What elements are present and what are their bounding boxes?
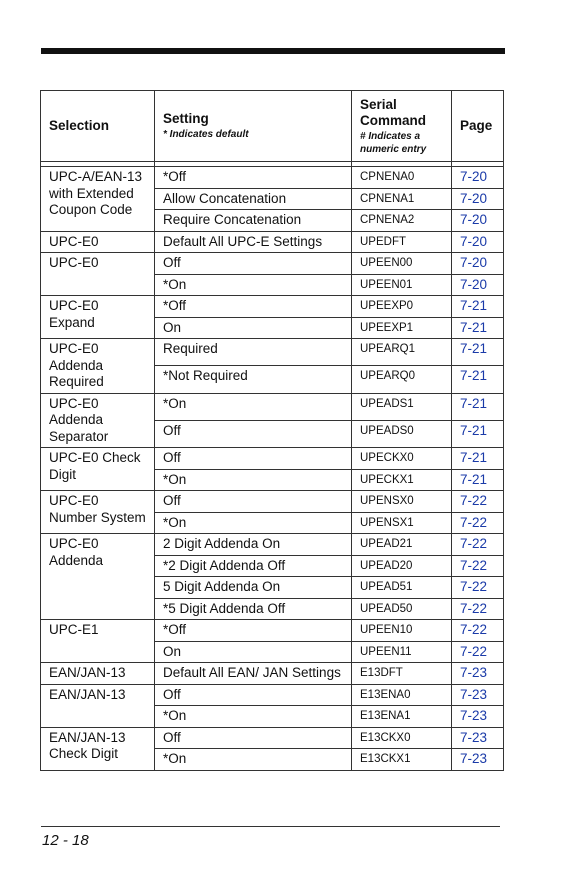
cell-setting: On <box>155 641 352 663</box>
cell-setting: *On <box>155 393 352 420</box>
cell-selection: UPC-E1 <box>41 620 155 663</box>
cell-command: UPECKX0 <box>352 448 452 470</box>
cell-selection: UPC-E0 <box>41 231 155 253</box>
cell-setting: *On <box>155 469 352 491</box>
cell-setting: *Off <box>155 620 352 642</box>
cell-page[interactable]: 7-20 <box>452 188 504 210</box>
cell-page[interactable]: 7-23 <box>452 749 504 771</box>
cell-page[interactable]: 7-22 <box>452 577 504 599</box>
cell-command: UPEARQ1 <box>352 339 452 366</box>
cell-page[interactable]: 7-21 <box>452 420 504 447</box>
cell-setting: *On <box>155 512 352 534</box>
cell-command: UPEEXP0 <box>352 296 452 318</box>
cell-command: CPNENA2 <box>352 210 452 232</box>
cell-page[interactable]: 7-23 <box>452 663 504 685</box>
cell-selection: EAN/JAN-13 Check Digit <box>41 727 155 770</box>
cell-page[interactable]: 7-21 <box>452 393 504 420</box>
cell-command: UPEEN01 <box>352 274 452 296</box>
cell-page[interactable]: 7-22 <box>452 598 504 620</box>
header-selection: Selection <box>41 91 155 162</box>
cell-page[interactable]: 7-20 <box>452 167 504 189</box>
cell-command: UPEAD20 <box>352 555 452 577</box>
header-setting: Setting * Indicates default <box>155 91 352 162</box>
cell-command: UPEADS1 <box>352 393 452 420</box>
cell-page[interactable]: 7-21 <box>452 339 504 366</box>
top-rule <box>41 48 505 54</box>
cell-command: UPEAD50 <box>352 598 452 620</box>
cell-selection: UPC-E0 Addenda Separator <box>41 393 155 448</box>
table-header-row <box>41 91 504 162</box>
cell-setting: *Off <box>155 296 352 318</box>
cell-selection: EAN/JAN-13 <box>41 663 155 685</box>
serial-command-table <box>40 90 504 771</box>
cell-setting: *5 Digit Addenda Off <box>155 598 352 620</box>
cell-page[interactable]: 7-22 <box>452 641 504 663</box>
cell-page[interactable]: 7-23 <box>452 706 504 728</box>
cell-page[interactable]: 7-22 <box>452 491 504 513</box>
header-page: Page <box>452 91 504 162</box>
cell-setting: Required <box>155 339 352 366</box>
cell-selection: UPC-E0 Check Digit <box>41 448 155 491</box>
cell-page[interactable]: 7-20 <box>452 210 504 232</box>
cell-setting: *2 Digit Addenda Off <box>155 555 352 577</box>
cell-setting: Off <box>155 253 352 275</box>
cell-page[interactable]: 7-21 <box>452 317 504 339</box>
header-serial-command: Serial Command # Indicates a numeric entry <box>352 91 452 162</box>
cell-setting: Off <box>155 727 352 749</box>
cell-page[interactable]: 7-21 <box>452 366 504 393</box>
cell-command: CPNENA1 <box>352 188 452 210</box>
cell-command: UPEEN10 <box>352 620 452 642</box>
cell-setting: *On <box>155 274 352 296</box>
cell-setting: Default All EAN/ JAN Settings <box>155 663 352 685</box>
cell-setting: Off <box>155 684 352 706</box>
cell-page[interactable]: 7-23 <box>452 684 504 706</box>
cell-page[interactable]: 7-20 <box>452 253 504 275</box>
cell-command: UPEARQ0 <box>352 366 452 393</box>
cell-selection: UPC-A/EAN-13 with Extended Coupon Code <box>41 167 155 232</box>
table-row <box>41 448 504 470</box>
header-serial-note: # Indicates a numeric entry <box>360 130 427 155</box>
cell-page[interactable]: 7-23 <box>452 727 504 749</box>
cell-page[interactable]: 7-21 <box>452 448 504 470</box>
table-row <box>41 393 504 420</box>
cell-selection: EAN/JAN-13 <box>41 684 155 727</box>
cell-page[interactable]: 7-21 <box>452 296 504 318</box>
table-row <box>41 253 504 275</box>
cell-setting: 5 Digit Addenda On <box>155 577 352 599</box>
cell-command: UPENSX1 <box>352 512 452 534</box>
cell-page[interactable]: 7-22 <box>452 620 504 642</box>
cell-page[interactable]: 7-22 <box>452 512 504 534</box>
cell-command: UPEEXP1 <box>352 317 452 339</box>
table-row <box>41 339 504 366</box>
cell-command: UPEDFT <box>352 231 452 253</box>
cell-setting: 2 Digit Addenda On <box>155 534 352 556</box>
cell-setting: Allow Concatenation <box>155 188 352 210</box>
cell-setting: Default All UPC-E Settings <box>155 231 352 253</box>
table-row <box>41 491 504 513</box>
cell-command: E13CKX0 <box>352 727 452 749</box>
table-row <box>41 663 504 685</box>
bottom-rule <box>41 826 500 827</box>
cell-command: UPEEN11 <box>352 641 452 663</box>
cell-command: UPEEN00 <box>352 253 452 275</box>
table-row <box>41 296 504 318</box>
cell-setting: *On <box>155 749 352 771</box>
cell-setting: Off <box>155 420 352 447</box>
cell-setting: Off <box>155 491 352 513</box>
cell-selection: UPC-E0 Expand <box>41 296 155 339</box>
header-setting-note: * Indicates default <box>163 128 249 140</box>
cell-command: UPENSX0 <box>352 491 452 513</box>
cell-command: UPECKX1 <box>352 469 452 491</box>
cell-command: UPEAD51 <box>352 577 452 599</box>
cell-command: E13ENA0 <box>352 684 452 706</box>
cell-command: UPEADS0 <box>352 420 452 447</box>
cell-command: E13ENA1 <box>352 706 452 728</box>
cell-page[interactable]: 7-20 <box>452 274 504 296</box>
cell-command: E13CKX1 <box>352 749 452 771</box>
cell-selection: UPC-E0 Addenda Required <box>41 339 155 394</box>
cell-page[interactable]: 7-22 <box>452 534 504 556</box>
table-row <box>41 167 504 189</box>
table-row <box>41 727 504 749</box>
cell-setting: *Off <box>155 167 352 189</box>
cell-selection: UPC-E0 Number System <box>41 491 155 534</box>
cell-setting: Require Concatenation <box>155 210 352 232</box>
table-row <box>41 684 504 706</box>
page-number: 12 - 18 <box>42 832 89 849</box>
cell-setting: *Not Required <box>155 366 352 393</box>
cell-page[interactable]: 7-22 <box>452 555 504 577</box>
cell-page[interactable]: 7-20 <box>452 231 504 253</box>
cell-command: E13DFT <box>352 663 452 685</box>
table-row <box>41 231 504 253</box>
cell-page[interactable]: 7-21 <box>452 469 504 491</box>
cell-setting: Off <box>155 448 352 470</box>
cell-selection: UPC-E0 <box>41 253 155 296</box>
table-row <box>41 534 504 556</box>
cell-command: CPNENA0 <box>352 167 452 189</box>
cell-selection: UPC-E0 Addenda <box>41 534 155 620</box>
table-row <box>41 620 504 642</box>
cell-setting: *On <box>155 706 352 728</box>
cell-setting: On <box>155 317 352 339</box>
cell-command: UPEAD21 <box>352 534 452 556</box>
